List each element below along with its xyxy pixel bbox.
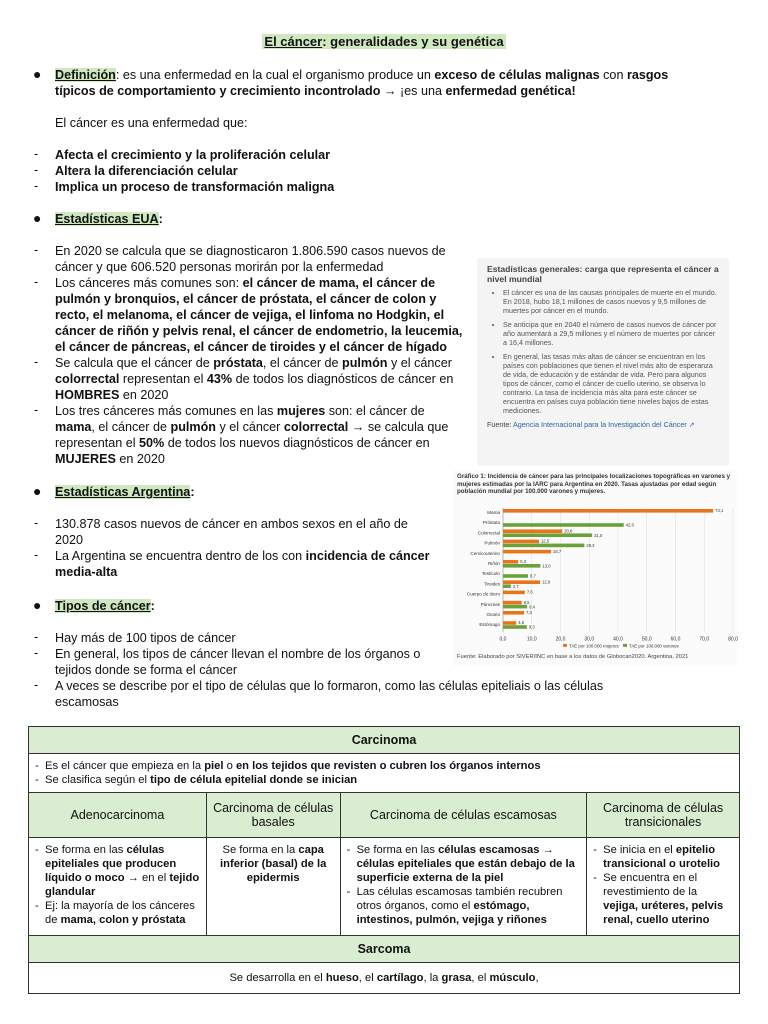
category-label: Colorrectal [477, 530, 500, 536]
eua-text: recto, el melanoma, el cáncer de vejiga, el linfoma no Hodgkin, el [55, 308, 445, 322]
eua-heading: Estadísticas EUA: [55, 212, 163, 226]
bar-value-label: 28,3 [586, 543, 595, 549]
category-label: Riñón [487, 561, 500, 566]
bar-value-label: 42,0 [625, 522, 634, 528]
x-tick-label: 80,0 [728, 636, 738, 643]
arg-text: 2020 [55, 533, 84, 547]
bar-varones [503, 564, 540, 568]
legend-label: TAE por 100.000 varones [629, 643, 679, 649]
chart-source: Fuente: Elaborado por SIVER/INC en base a los datos de Globocan2020. Argentina, 2021 [457, 654, 689, 660]
sarcoma-header: Sarcoma [29, 936, 740, 963]
bullet-dot: ● [33, 597, 42, 613]
bar-value-label: 20,6 [564, 528, 573, 534]
panel-bullet: • Se anticipa que en 2040 el número de casos nuevos de cáncer por año aumentará a 29,5 millones y el número de muertes por cáncer a 16,4 millones. [503, 320, 719, 347]
bar-value-label: 12,9 [542, 579, 551, 585]
legend-swatch-varones [623, 644, 627, 647]
carcinoma-header: Carcinoma [29, 727, 740, 754]
bar-value-label: 8,4 [529, 604, 535, 610]
carcinoma-description: - Es el cáncer que empieza en la piel o en los tejidos que revisten o cubren los órganos internos - Se clasifica según el tipo de célula epitelial donde se inician [29, 754, 740, 793]
effect-item: Afecta el crecimiento y la proliferación celular [55, 148, 331, 162]
eua-text: representan el 50% de todos los nuevos diagnósticos de cáncer en [55, 436, 430, 450]
x-tick-label: 40,0 [613, 636, 623, 643]
eua-text: mama, el cáncer de pulmón y el cáncer colorrectal → se calcula que [55, 420, 449, 434]
transicionales-cell: - Se inicia en el epitelio transicional o urotelio - Se encuentra en el revestimiento de la vejiga, uréteres, pelvis renal, cuello uterino [587, 838, 740, 936]
bar-value-label: 8,7 [530, 573, 536, 579]
eua-text: el cáncer de páncreas, el cáncer de tiroides y el cáncer de hígado [55, 340, 447, 354]
eua-text: MUJERES en 2020 [55, 452, 165, 466]
tipos-text: Hay más de 100 tipos de cáncer [55, 631, 236, 645]
bar-mujeres [503, 529, 562, 533]
page-title [0, 34, 768, 49]
x-tick-label: 20,0 [555, 636, 566, 643]
bar-varones [503, 605, 527, 609]
eua-text: colorrectal representan el 43% de todos los diagnósticos de cáncer en [55, 372, 454, 386]
bar-mujeres [503, 601, 522, 605]
bar-varones [503, 523, 624, 527]
category-label: Tiroides [483, 581, 500, 587]
bar-value-label: 7,3 [525, 610, 532, 615]
bar-varones [503, 625, 527, 629]
definition-label: Definición [55, 68, 116, 82]
bar-value-label: 2,7 [512, 583, 519, 589]
bar-mujeres [503, 560, 518, 564]
bar-varones [503, 584, 511, 588]
eua-text: Se calcula que el cáncer de próstata, el cáncer de pulmón y el cáncer [55, 356, 452, 370]
category-label: Estómago [479, 622, 500, 628]
intro-text: El cáncer es una enfermedad que: [55, 116, 248, 130]
effect-item: Implica un proceso de transformación maligna [55, 180, 335, 194]
bar-mujeres [503, 591, 525, 595]
bar-value-label: 73,1 [715, 508, 724, 513]
bar-mujeres [503, 509, 713, 513]
bar-value-label: 8,3 [528, 624, 535, 630]
category-label: Próstata [482, 520, 500, 526]
title-rest: : generalidades y su genética [322, 34, 504, 49]
x-tick-label: 60,0 [670, 636, 681, 643]
arg-text: La Argentina se encuentra dentro de los con incidencia de cáncer [55, 549, 430, 563]
col-adenocarcinoma: Adenocarcinoma [29, 793, 207, 838]
basal-cell: Se forma en la capa inferior (basal) de la epidermis [206, 838, 340, 936]
category-label: Ovario [486, 612, 500, 617]
tipos-text: En general, los tipos de cáncer llevan el nombre de los órganos o [55, 647, 421, 661]
eua-text: Los cánceres más comunes son: el cáncer de mama, el cáncer de [55, 276, 436, 290]
col-basal: Carcinoma de células basales [206, 793, 340, 838]
panel-source: Fuente: Agencia Internacional para la Investigación del Cáncer ↗ [487, 420, 695, 429]
panel-bullet: • El cáncer es una de las causas principales de muerte en el mundo. En 2018, hubo 18,1 millones de casos nuevos y 9,5 millones de muertes por cáncer en el mundo. [503, 288, 719, 315]
bar-varones [503, 533, 592, 537]
panel-bullet: • En general, las tasas más altas de cáncer se encuentran en los países con poblaciones que tienen el nivel más alto de esperanza de vida, de educación y de estándar de vida. Pero para algunos tipos de cáncer, como el cáncer de cuello uterino, se observa lo contrario. La tasa de incidencia más alta para este cáncer se encuentra en países cuya población tiene niveles bajos de estas mediciones. [503, 352, 719, 415]
category-label: Testículo [481, 571, 500, 577]
eua-text: Los tres cánceres más comunes en las mujeres son: el cáncer de [55, 404, 425, 418]
bullet-dot: ● [33, 483, 42, 499]
legend-swatch-mujeres [563, 644, 567, 647]
eua-text: En 2020 se calcula que se diagnosticaron 1.806.590 casos nuevos de [55, 244, 446, 258]
arg-text: media-alta [55, 565, 118, 579]
category-label: Pulmón [484, 540, 500, 546]
definition-line-1: Definición: es una enfermedad en la cual el organismo produce un exceso de células malignas con rasgos [55, 68, 669, 82]
bar-value-label: 7,6 [526, 589, 533, 595]
arg-text: 130.878 casos nuevos de cáncer en ambos sexos en el año de [55, 517, 408, 531]
panel-heading: Estadísticas generales: carga que representa el cáncer a nivel mundial [487, 264, 719, 284]
adeno-cell: - Se forma en las células epiteliales que producen líquido o moco → en el tejido glandular - Ej: la mayoría de los cánceres de mama, colon y próstata [29, 838, 207, 936]
category-label: Mama [487, 510, 500, 515]
category-label: Páncreas [480, 601, 500, 607]
bullet-dot: ● [33, 66, 42, 82]
bar-value-label: 12,5 [540, 538, 550, 544]
col-transicionales: Carcinoma de células transicionales [587, 793, 740, 838]
category-label: Cervicouterino [470, 550, 500, 556]
source-link[interactable]: Agencia Internacional para la Investigación del Cáncer ↗ [512, 420, 695, 429]
eua-text: HOMBRES en 2020 [55, 388, 169, 402]
bar-value-label: 31,0 [594, 532, 603, 538]
title-underlined: El cáncer [264, 34, 323, 49]
bar-chart [453, 500, 738, 660]
tipos-heading: Tipos de cáncer: [55, 599, 155, 613]
eua-text: cáncer y que 606.520 personas morirán por la enfermedad [55, 260, 384, 274]
col-escamosas: Carcinoma de células escamosas [340, 793, 587, 838]
x-tick-label: 0,0 [499, 636, 507, 643]
tipos-text: A veces se describe por el tipo de células que lo formaron, como las células epiteliais o las células [55, 679, 604, 693]
x-tick-label: 70,0 [699, 636, 710, 643]
bar-value-label: 6,5 [523, 599, 530, 605]
bar-value-label: 16,7 [553, 548, 562, 554]
legend-label: TAE por 100.000 mujeres [569, 643, 619, 649]
global-stats-panel [477, 258, 729, 466]
category-label: Cuerpo de útero [466, 591, 500, 597]
escamosas-cell: - Se forma en las células escamosas → células epiteliales que están debajo de la superficie externa de la piel - Las células escamosas también recubren otros órganos, como el estómago, intestinos, pulmón, vejiga y riñones [340, 838, 587, 936]
chart-title: Gráfico 1: Incidencia de cáncer para las principales localizaciones topográficas en varones y mujeres estimadas por la IARC para Argentina en 2020. Tasas ajustadas por edad según población mundial por 100.000 varones y mujeres. [457, 473, 731, 495]
effect-item: Altera la diferenciación celular [55, 164, 238, 178]
incidence-chart-panel [453, 470, 738, 666]
cancer-types-table [28, 726, 740, 994]
bullet-dot: ● [33, 210, 42, 226]
arg-heading: Estadísticas Argentina: [55, 485, 195, 499]
x-tick-label: 10,0 [526, 636, 537, 643]
bar-mujeres [503, 621, 516, 625]
bar-value-label: 5,3 [520, 559, 527, 564]
bar-mujeres [503, 540, 539, 544]
eua-text: cáncer de riñón y pelvis renal, el cáncer de endometrio, la leucemia, [55, 324, 463, 338]
x-tick-label: 30,0 [584, 636, 595, 643]
bar-varones [503, 574, 528, 578]
sarcoma-description: Se desarrolla en el hueso, el cartílago, la grasa, el músculo, [29, 963, 740, 994]
bar-mujeres [503, 550, 551, 554]
definition-line-2: típicos de comportamiento y crecimiento incontrolado → ¡es una enfermedad genética! [55, 84, 576, 98]
eua-text: pulmón y bronquios, el cáncer de próstata, el cáncer de colon y [55, 292, 437, 306]
bar-mujeres [503, 611, 524, 615]
bar-mujeres [503, 580, 540, 584]
bar-varones [503, 544, 584, 548]
bar-value-label: 4,6 [518, 620, 525, 626]
tipos-text: tejidos donde se forma el cáncer [55, 663, 238, 677]
bar-value-label: 13,0 [542, 563, 551, 569]
x-tick-label: 50,0 [641, 636, 652, 643]
tipos-text: escamosas [55, 695, 119, 709]
